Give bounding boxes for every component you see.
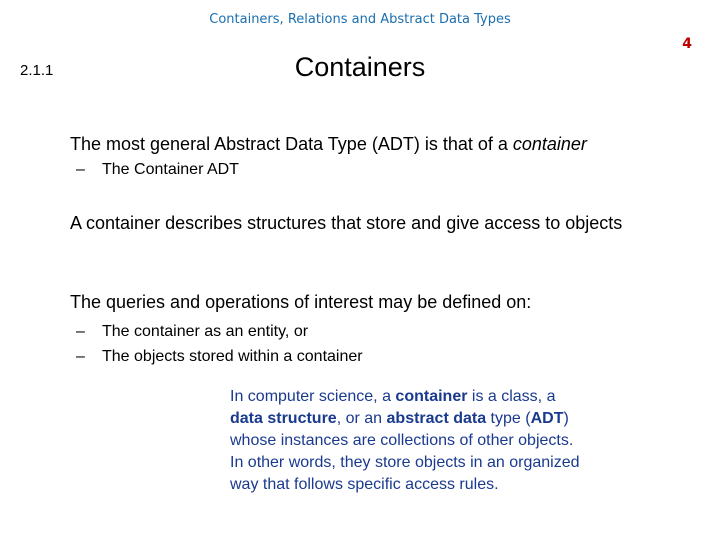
sub-bullet-entity	[76, 320, 308, 343]
running-header: Containers, Relations and Abstract Data Types	[209, 12, 511, 27]
note-bold: container	[395, 388, 468, 405]
note-text: type (	[486, 410, 531, 427]
note-text: , or an	[336, 410, 387, 427]
bullet-text: The most general Abstract Data Type (ADT) is that of a	[70, 134, 513, 154]
note-bold: abstract data	[386, 410, 487, 427]
note-text: In computer science, a	[230, 388, 396, 405]
sub-bullet-container-adt	[76, 158, 239, 181]
emphasis-container: container	[512, 134, 587, 154]
definition-note	[230, 386, 590, 496]
bullet-container-definition	[70, 132, 587, 156]
sub-bullet-text: The objects stored within a container	[102, 348, 363, 365]
dash-marker: –	[76, 161, 85, 178]
slide-title: Containers	[294, 52, 426, 82]
bullet-container-description: A container describes structures that store and give access to objects	[70, 213, 623, 233]
section-number: 2.1.1	[20, 62, 54, 79]
dash-marker: –	[76, 323, 85, 340]
note-bold: ADT	[530, 410, 564, 427]
note-bold: data structure	[230, 410, 337, 427]
note-text: is a class, a	[467, 388, 556, 405]
sub-bullet-objects	[76, 345, 363, 368]
page-number: 4	[682, 36, 692, 52]
dash-marker: –	[76, 348, 85, 365]
sub-bullet-text: The Container ADT	[102, 161, 239, 178]
sub-bullet-text: The container as an entity, or	[102, 323, 309, 340]
note-text: ) whose instances are collections of other objects. In other words, they store objects in an organized way that follows specific access rules.	[230, 410, 580, 493]
bullet-queries-operations: The queries and operations of interest may be defined on:	[70, 292, 532, 312]
